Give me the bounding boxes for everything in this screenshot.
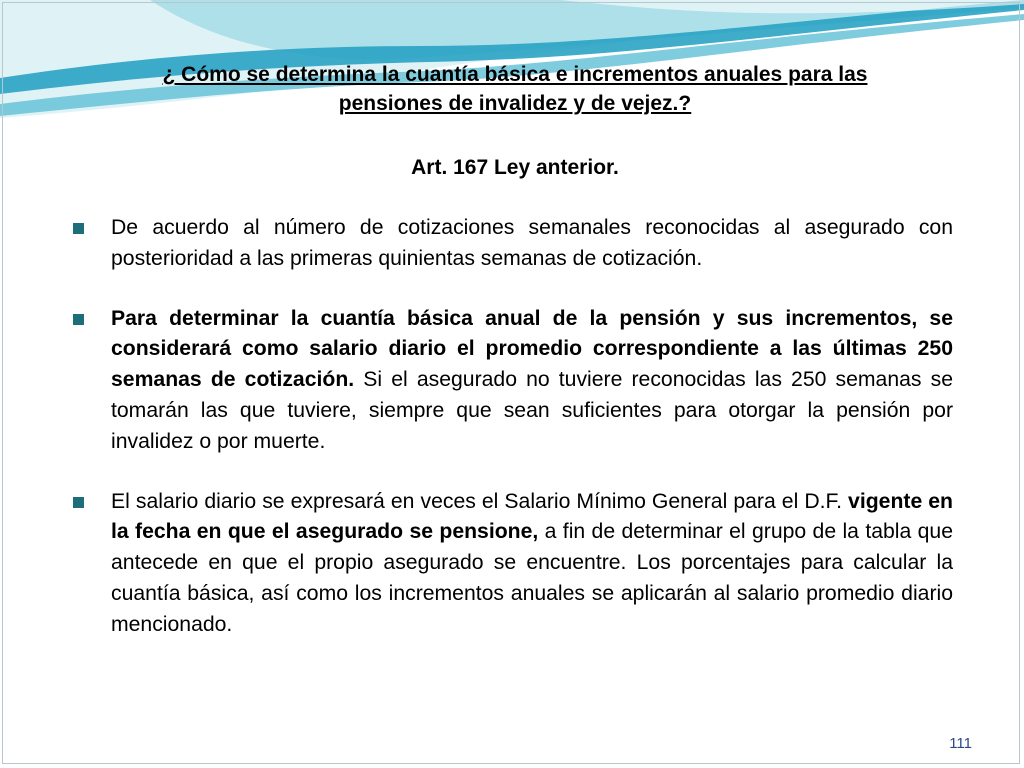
slide-title [60,60,970,118]
title-line-1: ¿ Cómo se determina la cuantía básica e incrementos anuales para las [162,63,868,86]
bullet-text-post: a fin de determinar el grupo de la tabla que antecede en que el propio asegurado se encuentre. Los porcentajes para calcular la cuantía básica, así como los incrementos anuales se aplicarán al salario promedio diario mencionado. [111,520,953,636]
bullet-item-3 [70,487,953,641]
bullet-item-1 [70,213,953,275]
square-bullet-icon [73,497,84,508]
bullet-text: Si el asegurado no tuviere reconocidas las 250 semanas se tomarán las que tuviere, siempre que sean suficientes para otorgar la pensión por invalidez o por muerte. [111,368,953,453]
bullet-bold-text: vigente en la fecha en que el asegurado se pensione, [111,489,953,544]
bullet-list [70,213,953,641]
page-number: 111 [949,735,972,752]
square-bullet-icon [73,223,84,234]
bullet-text-pre: El salario diario se expresará en veces el Salario Mínimo General para el D.F. [111,489,849,513]
square-bullet-icon [73,314,84,325]
bullet-bold-text: Para determinar la cuantía básica anual de la pensión y sus incrementos, se considerará como salario diario el promedio correspondiente a las últimas 250 semanas de cotización. [111,306,953,392]
bullet-item-2 [70,304,953,458]
article-reference: Art. 167 Ley anterior. [411,156,619,179]
title-line-2: pensiones de invalidez y de vejez.? [338,92,692,115]
bullet-text: De acuerdo al número de cotizaciones semanales reconocidas al asegurado con posterioridad a las primeras quinientas semanas de cotización. [111,216,953,270]
